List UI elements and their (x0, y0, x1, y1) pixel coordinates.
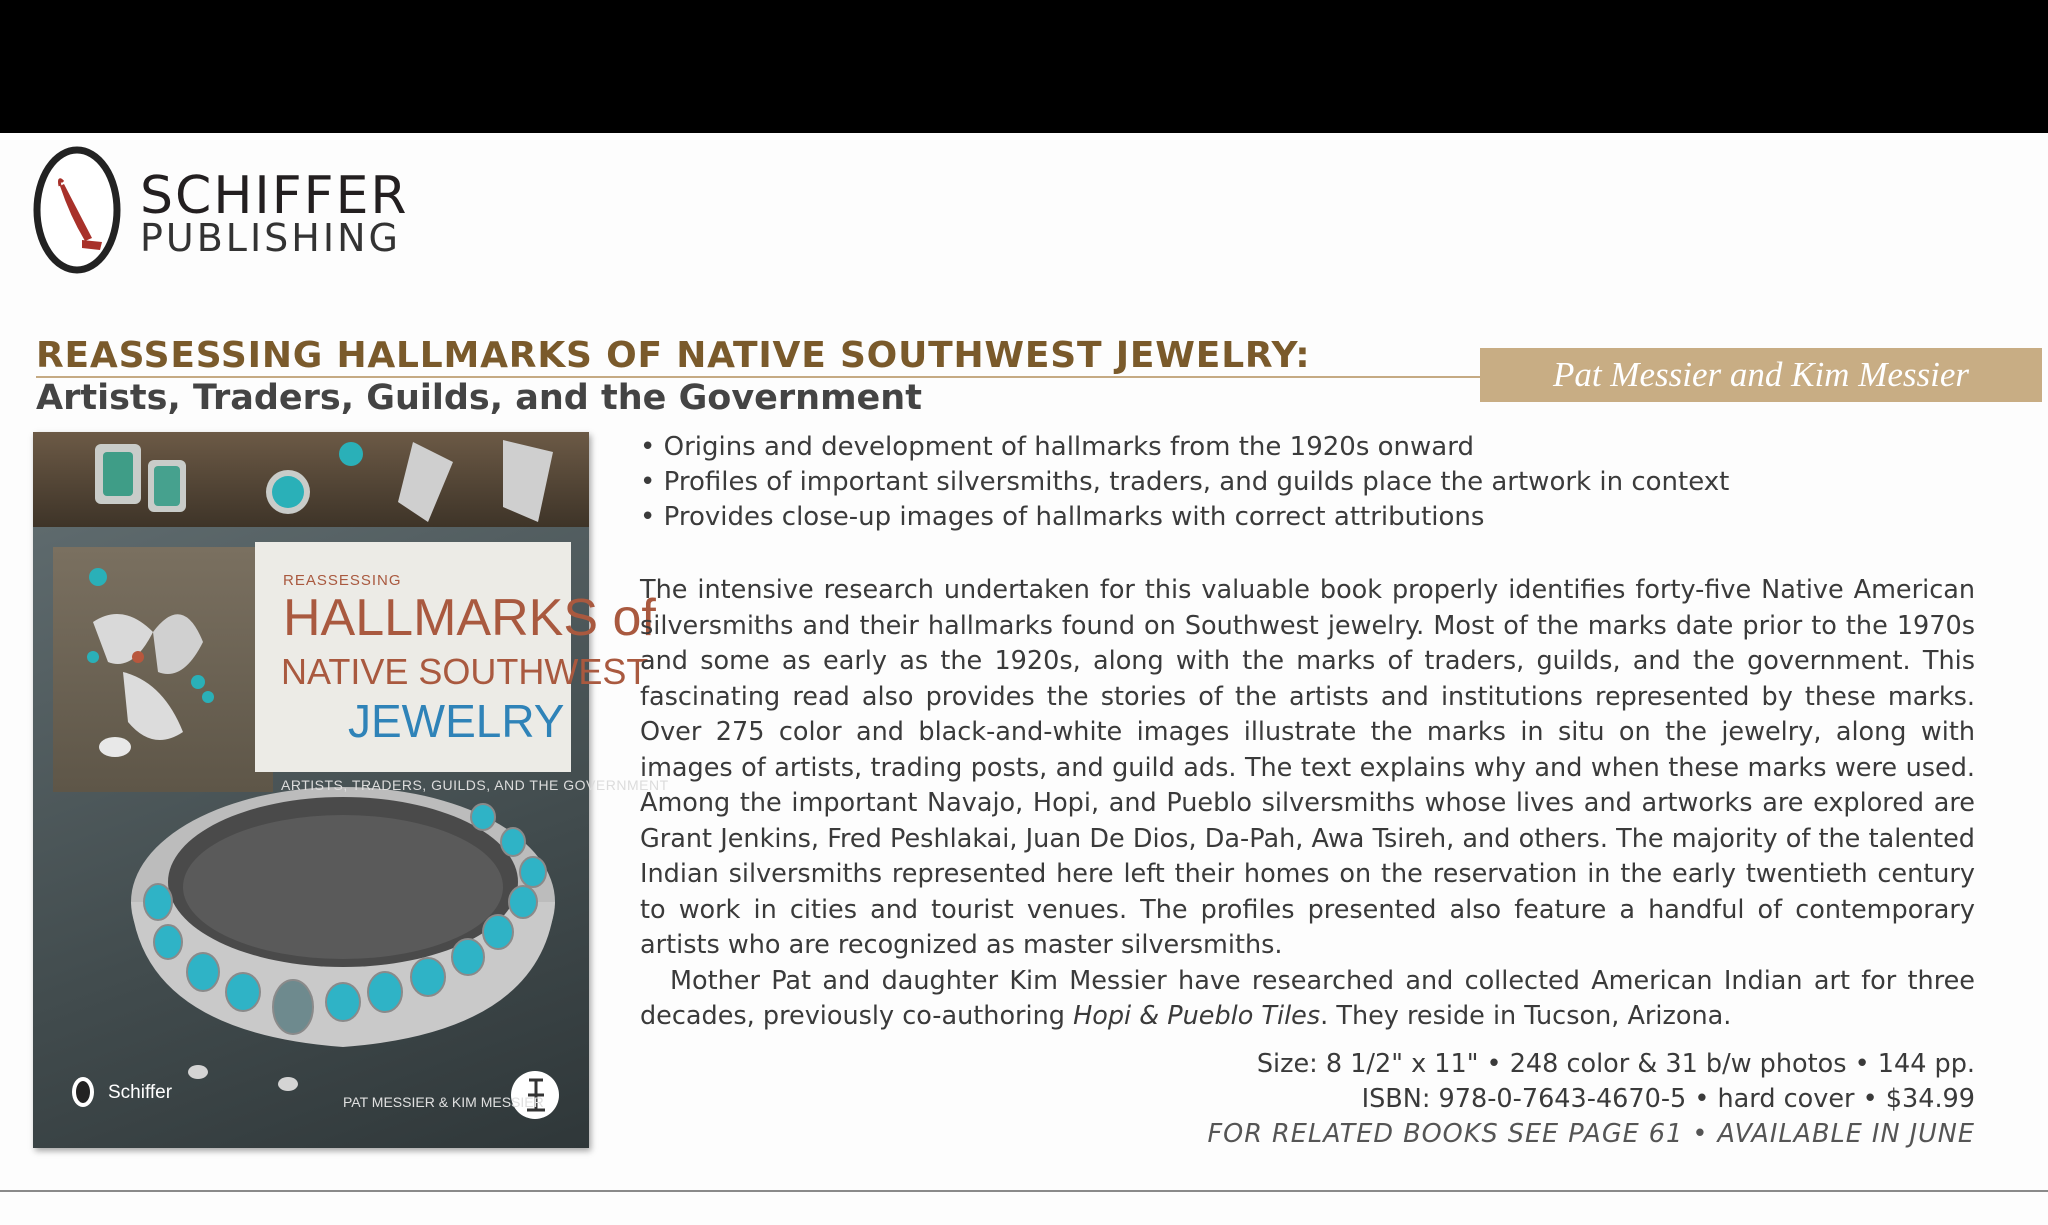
bullet-item: • Provides close-up images of hallmarks with correct attributions (640, 502, 1485, 532)
spec-size: Size: 8 1/2" x 11" • 248 color & 31 b/w photos • 144 pp. (1256, 1049, 1975, 1079)
book-title: REASSESSING HALLMARKS OF NATIVE SOUTHWEST JEWELRY: (36, 335, 1311, 376)
feature-bullets (640, 430, 2000, 535)
quill-oval-icon (30, 146, 130, 278)
brooch (87, 568, 214, 757)
bullet-item: • Profiles of important silversmiths, traders, and guilds place the artwork in context (640, 467, 1730, 497)
publisher-name-line1: SCHIFFER (140, 166, 409, 226)
related-books-note: FOR RELATED BOOKS SEE PAGE 61 • AVAILABLE IN JUNE (1207, 1119, 1975, 1149)
author-bio-paragraph (640, 964, 1975, 1035)
strip-stones (95, 440, 553, 522)
publisher-name (140, 166, 409, 260)
prior-book-title: Hopi & Pueblo Tiles (1073, 1001, 1321, 1031)
cover-publisher-name: Schiffer (108, 1082, 173, 1103)
book-description (640, 573, 1975, 1035)
publisher-name-line2: PUBLISHING (140, 216, 401, 260)
cover-reassessing: REASSESSING (283, 572, 402, 589)
author-bio-text: Mother Pat and daughter Kim Messier have researched and collected American Indian art for three decades, previously co-authoring (640, 965, 1975, 1031)
schiffer-logo (30, 146, 130, 278)
author-band: Pat Messier and Kim Messier (1480, 348, 2042, 402)
cover-publisher-logo (72, 1077, 94, 1107)
book-specs (1257, 1047, 1975, 1117)
cover-title-line1: HALLMARKS of (283, 589, 656, 647)
spec-isbn: ISBN: 978-0-7643-4670-5 • hard cover • $34.99 (1361, 1084, 1975, 1114)
cover-title-line2: NATIVE SOUTHWEST (281, 651, 649, 692)
cover-authors: PAT MESSIER & KIM MESSIER (343, 1094, 544, 1110)
book-cover (33, 432, 669, 1148)
book-subtitle: Artists, Traders, Guilds, and the Government (36, 378, 922, 418)
description-paragraph: The intensive research undertaken for this valuable book properly identifies forty-five Native American silversmiths and their hallmarks found on Southwest jewelry. Most of the marks date prior to the 1970s and some as early as the 1920s, along with the marks of traders, guilds, and the government. This fascinating read also provides the stories of the artists and institutions represented by these marks. Over 275 color and black-and-white images illustrate the marks in situ on the jewelry, along with images of artists, trading posts, and guild ads. The text explains why and when these marks were used. Among the important Navajo, Hopi, and Pueblo silversmiths whose lives and artworks are explored are Grant Jenkins, Fred Peshlakai, Juan De Dios, Da-Pah, Awa Tsireh, and others. The majority of the talented Indian silversmiths represented here left their homes on the reservation in the early twentieth century to work in cities and tourist venues. The profiles presented also feature a handful of contemporary artists who are recognized as master silversmiths. (640, 575, 1975, 960)
cover-title-line3: JEWELRY (348, 695, 565, 747)
bullet-item: • Origins and development of hallmarks from the 1920s onward (640, 432, 1474, 462)
silver-bowl (131, 787, 555, 1091)
black-top-band (0, 0, 2048, 133)
author-bio-tail: . They reside in Tucson, Arizona. (1320, 1001, 1732, 1031)
bottom-divider (0, 1190, 2048, 1192)
cover-subtitle: ARTISTS, TRADERS, GUILDS, AND THE GOVERNMENT (281, 777, 669, 793)
